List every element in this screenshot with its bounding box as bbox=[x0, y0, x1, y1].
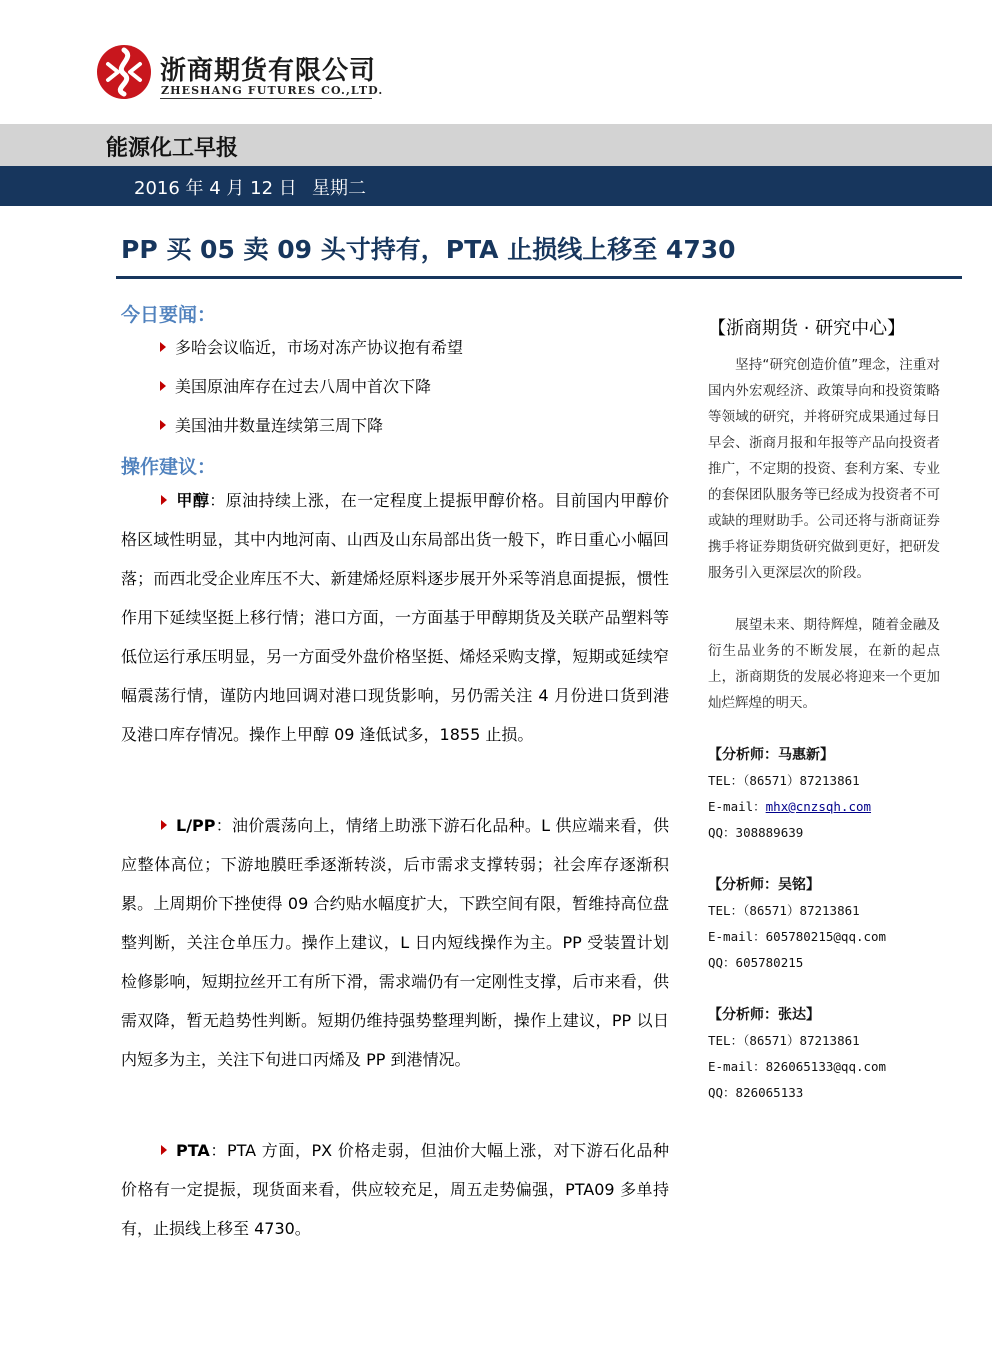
news-item bbox=[160, 335, 463, 358]
report-date: 2016 年 4 月 12 日 bbox=[134, 178, 297, 199]
company-name-cn: 浙商期货有限公司 bbox=[160, 56, 377, 86]
advice-label: PTA bbox=[176, 1141, 210, 1160]
report-weekday: 星期二 bbox=[312, 178, 366, 199]
advice-heading: 操作建议： bbox=[121, 456, 217, 478]
news-heading: 今日要闻： bbox=[121, 304, 217, 326]
analyst-email: 605780215@qq.com bbox=[765, 929, 887, 944]
triangle-bullet-icon bbox=[160, 420, 166, 430]
advice-text: PTA 方面，PX 价格走弱，但油价大幅上涨，对下游石化品种价格有一定提振，现货面来看，供应较充足，周五走势偏强，PTA09 多单持有，止损线上移至 4730。 bbox=[121, 1141, 669, 1238]
analyst-tel: TEL：（86571）87213861 bbox=[708, 903, 860, 918]
news-item-text: 美国油井数量连续第三周下降 bbox=[175, 416, 384, 435]
analyst-tel: TEL：（86571）87213861 bbox=[708, 1033, 860, 1048]
email-label: E-mail： bbox=[708, 1059, 766, 1074]
news-item bbox=[160, 374, 431, 397]
triangle-bullet-icon bbox=[160, 342, 166, 352]
analyst-qq: QQ：308889639 bbox=[708, 825, 804, 840]
advice-paragraph-lpp bbox=[121, 806, 669, 1079]
advice-label: 甲醇 bbox=[176, 491, 210, 510]
news-item bbox=[160, 413, 383, 436]
report-type-band bbox=[0, 124, 992, 166]
email-label: E-mail： bbox=[708, 929, 766, 944]
advice-paragraph-pta bbox=[121, 1131, 669, 1248]
logo-underline bbox=[160, 98, 372, 99]
headline: PP 买 05 卖 09 头寸持有，PTA 止损线上移至 4730 bbox=[121, 235, 736, 264]
analyst-qq: QQ：605780215 bbox=[708, 955, 804, 970]
advice-text: 油价震荡向上，情绪上助涨下游石化品种。L 供应端来看，供应整体高位；下游地膜旺季逐渐转淡，后市需求支撑转弱；社会库存逐渐积累。上周期价下挫使得 09 合约贴水幅度扩大，下跌空间有限，暂维持高位盘整判断，关注仓单压力。操作上建议，L 日内短线操作为主。PP 受装置计划检修影响，短期拉丝开工有所下滑，需求端仍有一定刚性支撑，后市来看，供需双降，暂无趋势性判断。短期仍维持强势整理判断，操作上建议，PP 以日内短多为主，关注下旬进口丙烯及 PP 到港情况。 bbox=[121, 816, 669, 1069]
news-item-text: 美国原油库存在过去八周中首次下降 bbox=[175, 377, 432, 396]
date-band bbox=[0, 166, 992, 206]
analyst-tel: TEL：（86571）87213861 bbox=[708, 773, 860, 788]
report-type: 能源化工早报 bbox=[106, 136, 239, 161]
email-label: E-mail： bbox=[708, 799, 766, 814]
research-center-intro-text: 坚持“研究创造价值”理念，注重对国内外宏观经济、政策导向和投资策略等领域的研究，并将研究成果通过每日早会、浙商月报和年报等产品向投资者推广，不定期的投资、套利方案、专业的套保团队服务等已经成为投资者不可或缺的理财助手。公司还将与浙商证券携手将证券期货研究做到更好，把研发服务引入更深层次的阶段。 bbox=[708, 357, 940, 581]
research-center-outlook-text: 展望未来、期待辉煌，随着金融及衍生品业务的不断发展，在新的起点上，浙商期货的发展必将迎来一个更加灿烂辉煌的明天。 bbox=[708, 617, 940, 711]
research-center-intro bbox=[708, 352, 940, 586]
advice-separator: ： bbox=[209, 1141, 227, 1160]
advice-separator: ： bbox=[215, 816, 233, 835]
analyst-name: 【分析师：马惠新】 bbox=[708, 747, 834, 763]
company-logo-icon bbox=[96, 44, 152, 100]
analyst-email-link[interactable]: mhx@cnzsqh.com bbox=[765, 799, 872, 814]
triangle-bullet-icon bbox=[161, 495, 167, 505]
triangle-bullet-icon bbox=[160, 381, 166, 391]
analyst-name: 【分析师：吴铭】 bbox=[708, 877, 820, 893]
triangle-bullet-icon bbox=[161, 820, 167, 830]
advice-text: 原油持续上涨，在一定程度上提振甲醇价格。目前国内甲醇价格区域性明显，其中内地河南、山西及山东局部出货一般下，昨日重心小幅回落；而西北受企业库压不大、新建烯烃原料逐步展开外采等消息面提振，惯性作用下延续坚挺上移行情；港口方面，一方面基于甲醇期货及关联产品塑料等低位运行承压明显，另一方面受外盘价格坚挺、烯烃采购支撑，短期或延续窄幅震荡行情，谨防内地回调对港口现货影响，另仍需关注 4 月份进口货到港及港口库存情况。操作上甲醇 09 逢低试多，1855 止损。 bbox=[121, 491, 669, 744]
advice-separator: ： bbox=[209, 491, 226, 510]
research-center-title: 【浙商期货 · 研究中心】 bbox=[708, 318, 906, 339]
research-center-outlook bbox=[708, 612, 940, 716]
triangle-bullet-icon bbox=[161, 1145, 167, 1155]
advice-paragraph-methanol bbox=[121, 481, 669, 754]
company-name-en: ZHESHANG FUTURES CO.,LTD. bbox=[161, 84, 384, 97]
analyst-qq: QQ：826065133 bbox=[708, 1085, 804, 1100]
advice-label: L/PP bbox=[176, 816, 216, 835]
headline-divider bbox=[116, 276, 962, 279]
analyst-card bbox=[708, 742, 871, 846]
analyst-email: 826065133@qq.com bbox=[765, 1059, 887, 1074]
analyst-name: 【分析师：张达】 bbox=[708, 1007, 820, 1023]
analyst-card bbox=[708, 1002, 886, 1106]
analyst-card bbox=[708, 872, 886, 976]
news-item-text: 多哈会议临近，市场对冻产协议抱有希望 bbox=[175, 338, 464, 357]
